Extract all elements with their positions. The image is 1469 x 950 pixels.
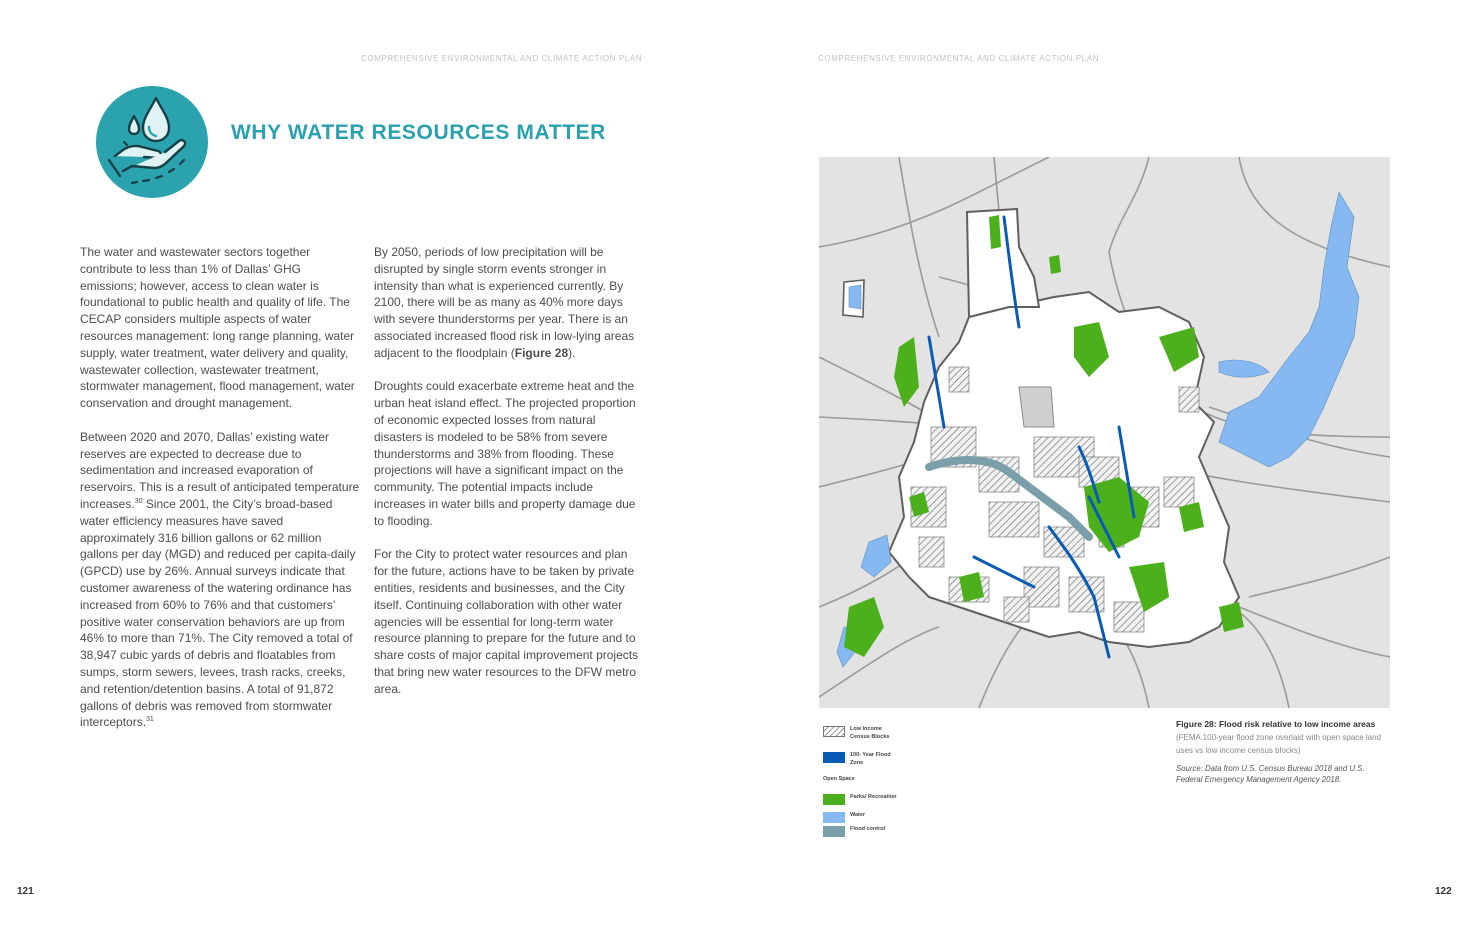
footnote-ref-31[interactable]: 31 xyxy=(146,716,154,724)
section-badge xyxy=(96,86,208,198)
footnote-ref-30[interactable]: 30 xyxy=(134,497,143,505)
parks-swatch xyxy=(823,794,845,805)
figure-caption-source: Source: Data from U.S. Census Bureau 2018 and U.S. Federal Emergency Management Agency 2018. xyxy=(1176,764,1365,784)
page-number-left: 121 xyxy=(17,886,34,897)
page-number-right: 122 xyxy=(1435,886,1452,897)
running-header-left: COMPREHENSIVE ENVIRONMENTAL AND CLIMATE ACTION PLAN xyxy=(361,54,643,63)
body-column-right xyxy=(374,244,644,714)
water-drop-hand-icon xyxy=(96,86,208,198)
legend-flood-control: Flood control xyxy=(823,826,900,837)
paragraph-precipitation: By 2050, periods of low precipitation will be disrupted by single storm events stronger in intensity than what is experienced currently. By 2100, there will be as many as 40% more days with severe thunderstorms per year. There is an associated increased flood risk in low-lying areas adjacent to the floodplain (Figure 28). xyxy=(374,245,635,360)
airport-area xyxy=(1019,387,1054,427)
legend-low-income: Low Income Census Blocks xyxy=(823,726,900,741)
paragraph-water-reserves: Between 2020 and 2070, Dallas’ existing water reserves are expected to decrease due to sedimentation and increased evaporation of reservoirs. This is a result of anticipated temperature increases.$^{30}$ Since 2001, the City’s broad-based water efficiency measures have saved approximately 316 billion gallons or 62 million gallons per day (MGD) and reduced per capita-daily (GPCD) use by 26%. Annual surveys indicate that customer awareness of the watering ordinance has increased from 60% to 76% and that customers’ positive water conservation behaviors are up from 46% to more than 71%. The City removed a total of 38,947 cubic yards of debris and floatables from sumps, storm sewers, levees, trash racks, creeks, and retention/detention basins. A total of 91,872 gallons of debris was removed from stormwater interceptors.$^{31}$ xyxy=(80,429,360,730)
legend-open-space-heading: Open Space xyxy=(823,776,855,782)
paragraph-water-sectors: The water and wastewater sectors together contribute to less than 1% of Dallas’ GHG emissions; however, access to clean water is foundational to public health and quality of life. The CECAP considers multiple aspects of water resources management: long range planning, water supply, water treatment, water delivery and quality, wastewater collection, wastewater treatment, stormwater management, flood management, water conservation and drought management. xyxy=(80,245,355,411)
map-graphic xyxy=(819,157,1390,708)
figure-caption-title: Figure 28: Flood risk relative to low income areas xyxy=(1176,719,1376,729)
hatch-swatch-icon xyxy=(823,726,845,737)
figure-caption-subtitle: (FEMA 100-year flood zone overlaid with open space land uses vs low income census blocks) xyxy=(1176,733,1382,755)
body-column-left xyxy=(80,244,360,748)
water-swatch xyxy=(823,812,845,823)
flood-control-swatch xyxy=(823,826,845,837)
flood-zone-swatch xyxy=(823,752,845,763)
legend-water: Water xyxy=(823,812,900,823)
legend-flood-zone: 100- Year Flood Zone xyxy=(823,752,900,767)
paragraph-droughts: Droughts could exacerbate extreme heat and the urban heat island effect. The projected proportion of economic expected losses from natural disasters is modeled to be 58% from severe thunderstorms and 38% from flooding. These projections will have a significant impact on the community. The potential impacts include increases in water bills and property damage due to flooding. xyxy=(374,379,636,528)
section-title: WHY WATER RESOURCES MATTER xyxy=(231,121,606,144)
legend-parks: Parks/ Recreation xyxy=(823,794,900,805)
running-header-right: COMPREHENSIVE ENVIRONMENTAL AND CLIMATE ACTION PLAN xyxy=(818,54,1100,63)
figure-reference[interactable]: Figure 28 xyxy=(514,345,569,360)
paragraph-protect-water: For the City to protect water resources and plan for the future, actions have to be taken by private entities, residents and businesses, and the City itself. Continuing collaboration with other water agencies will be essential for long-term water resource planning to prepare for the future and to share costs of major capital improvement projects that bring new water resources to the DFW metro area. xyxy=(374,547,639,696)
figure-caption xyxy=(1176,718,1391,785)
flood-risk-map xyxy=(819,157,1390,708)
